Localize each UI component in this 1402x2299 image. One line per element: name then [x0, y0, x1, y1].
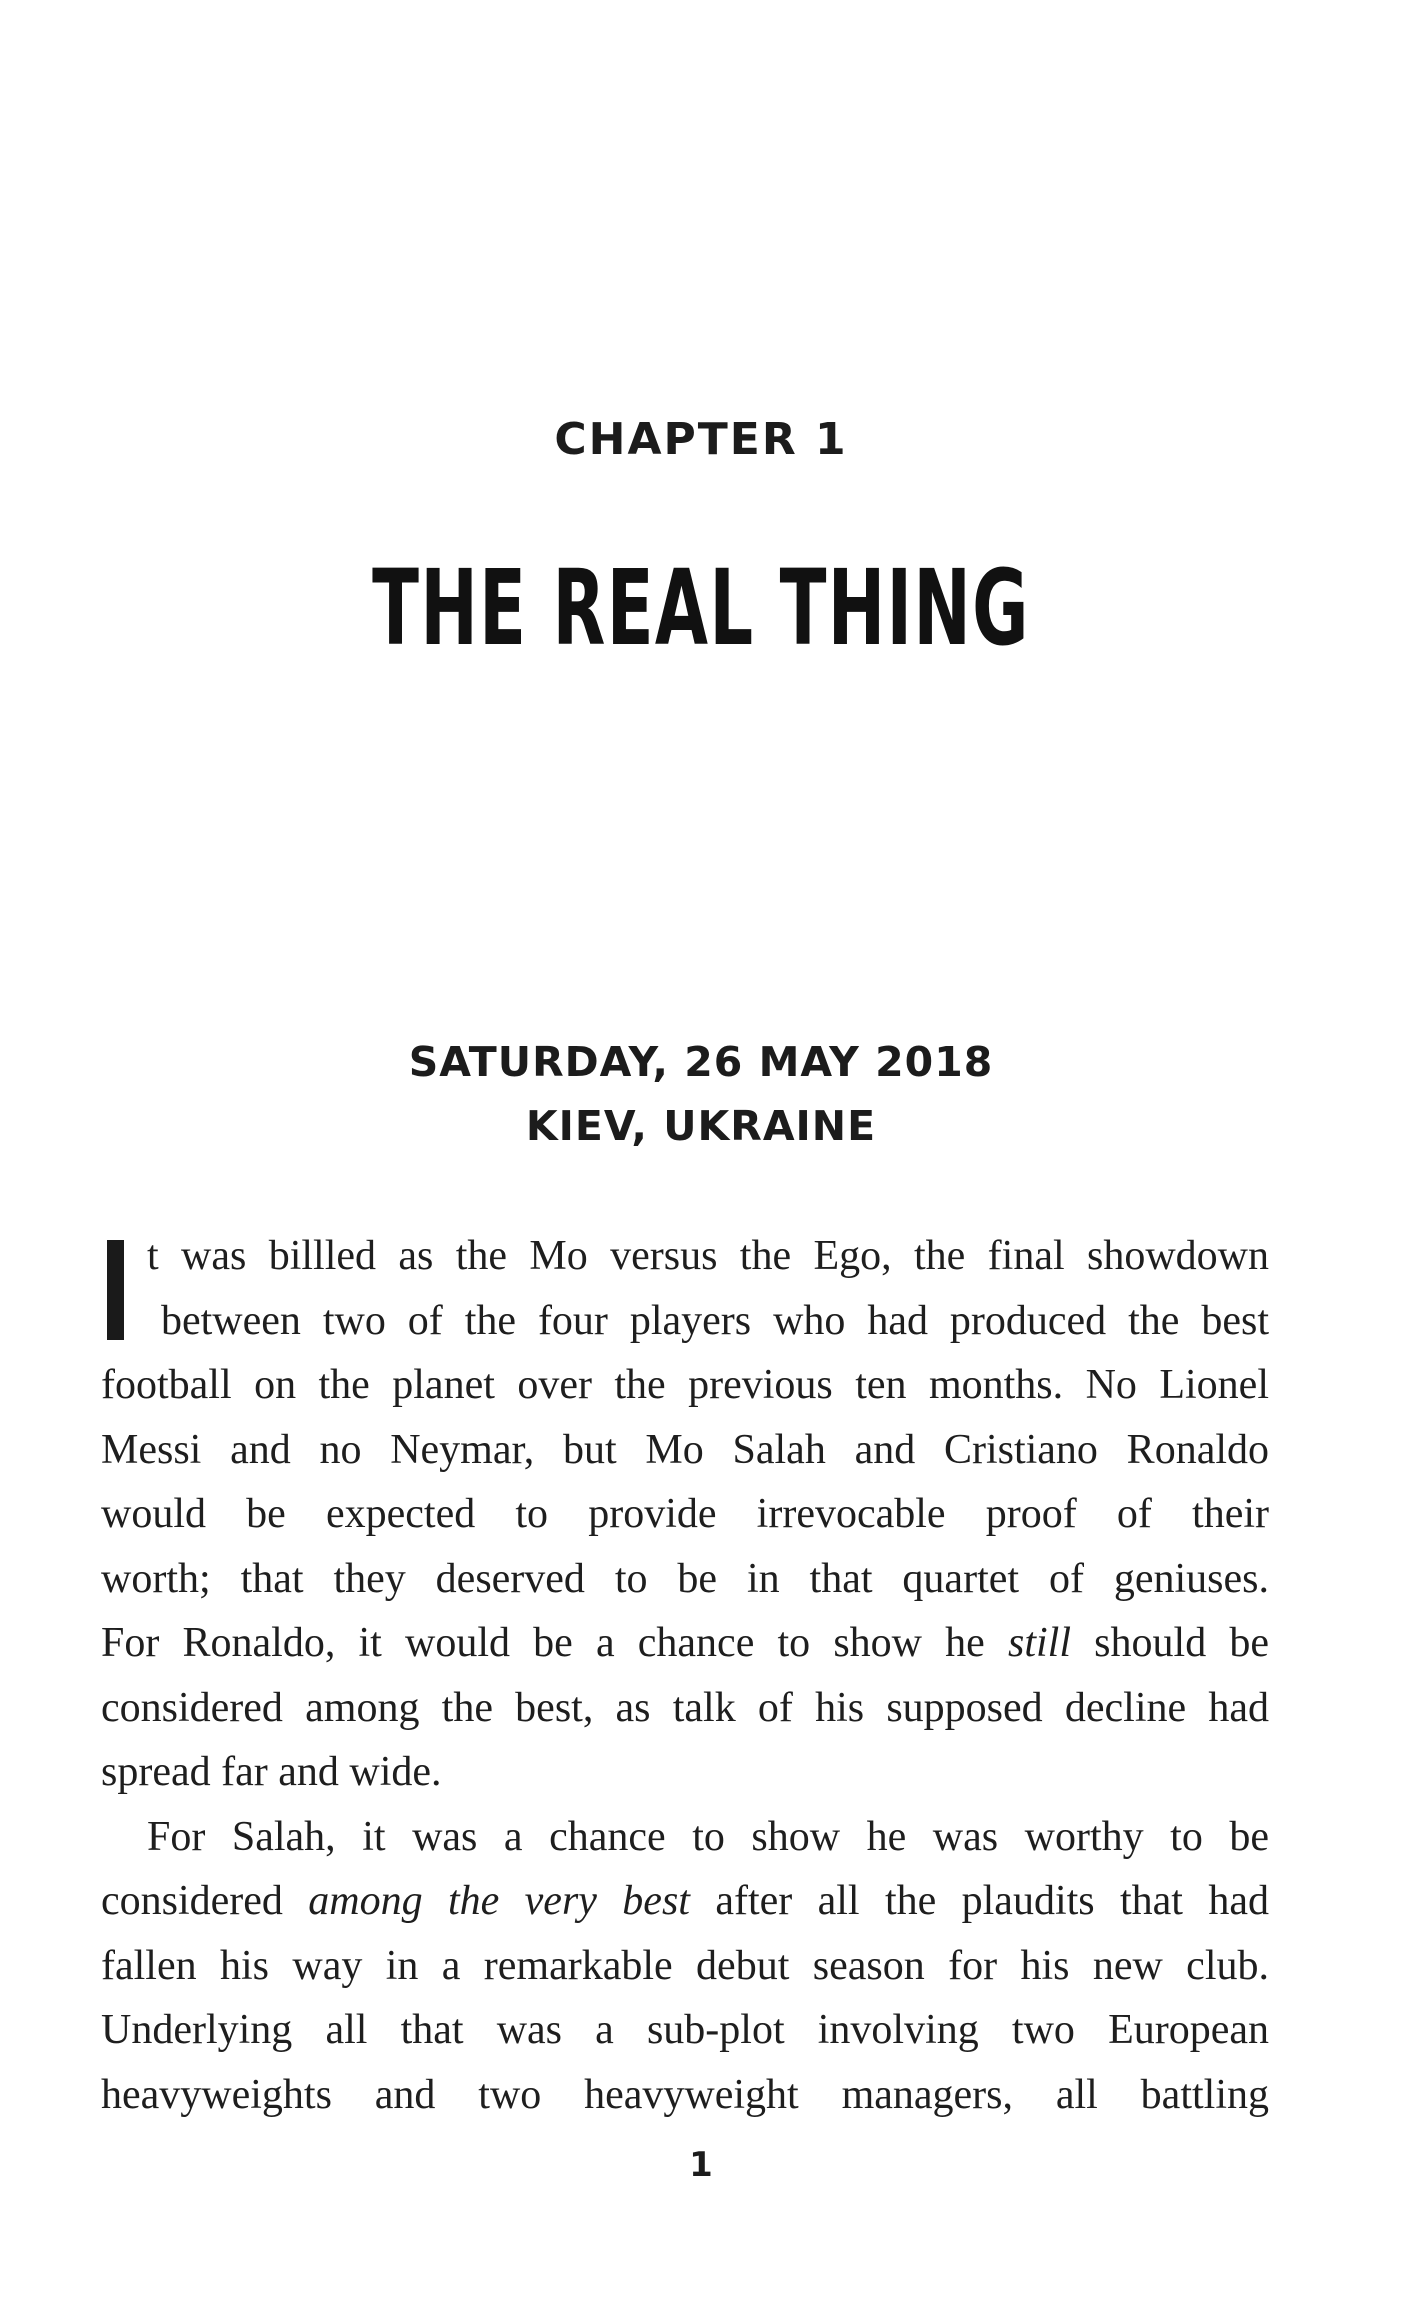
emphasis: among the very best: [308, 1878, 690, 1924]
drop-cap: [107, 1240, 124, 1340]
text-line: fallen his way in a remarkable debut season for his new club.: [101, 1942, 1269, 1989]
text-line: considered among the best, as talk of his supposed decline had: [101, 1684, 1269, 1731]
dateline-place: KIEV, UKRAINE: [525, 1102, 877, 1150]
text-line: would be expected to provide irrevocable proof of their: [101, 1491, 1269, 1537]
page-number: 1: [689, 2145, 713, 2185]
dateline: [0, 1030, 1402, 1158]
chapter-title: THE REAL THING: [372, 547, 1030, 669]
text-line: heavyweights and two heavyweight managers, all battling: [101, 2071, 1269, 2118]
text-line: Messi and no Neymar, but Mo Salah and Cristiano Ronaldo: [101, 1426, 1269, 1473]
text-line: considered among the very best after all the plaudits that had: [101, 1878, 1269, 1924]
paragraph-2: [101, 1805, 1269, 2128]
dateline-date: SATURDAY, 26 MAY 2018: [408, 1038, 994, 1086]
chapter-label: CHAPTER 1: [554, 414, 848, 465]
text-line: football on the planet over the previous ten months. No Lionel: [101, 1362, 1269, 1408]
text-line: between two of the four players who had produced the best: [161, 1297, 1269, 1344]
text-line: t was billled as the Mo versus the Ego, the final showdown: [147, 1233, 1269, 1279]
body-text: [101, 1224, 1269, 2127]
text-line: For Ronaldo, it would be a chance to show he still should be: [101, 1620, 1269, 1666]
text-line: Underlying all that was a sub-plot involving two European: [101, 2007, 1269, 2053]
text-line: spread far and wide.: [101, 1749, 442, 1795]
text-line: worth; that they deserved to be in that quartet of geniuses.: [101, 1555, 1269, 1602]
emphasis: still: [1007, 1620, 1072, 1666]
text-line: For Salah, it was a chance to show he was worthy to be: [147, 1813, 1269, 1860]
paragraph-1: [101, 1224, 1269, 1805]
